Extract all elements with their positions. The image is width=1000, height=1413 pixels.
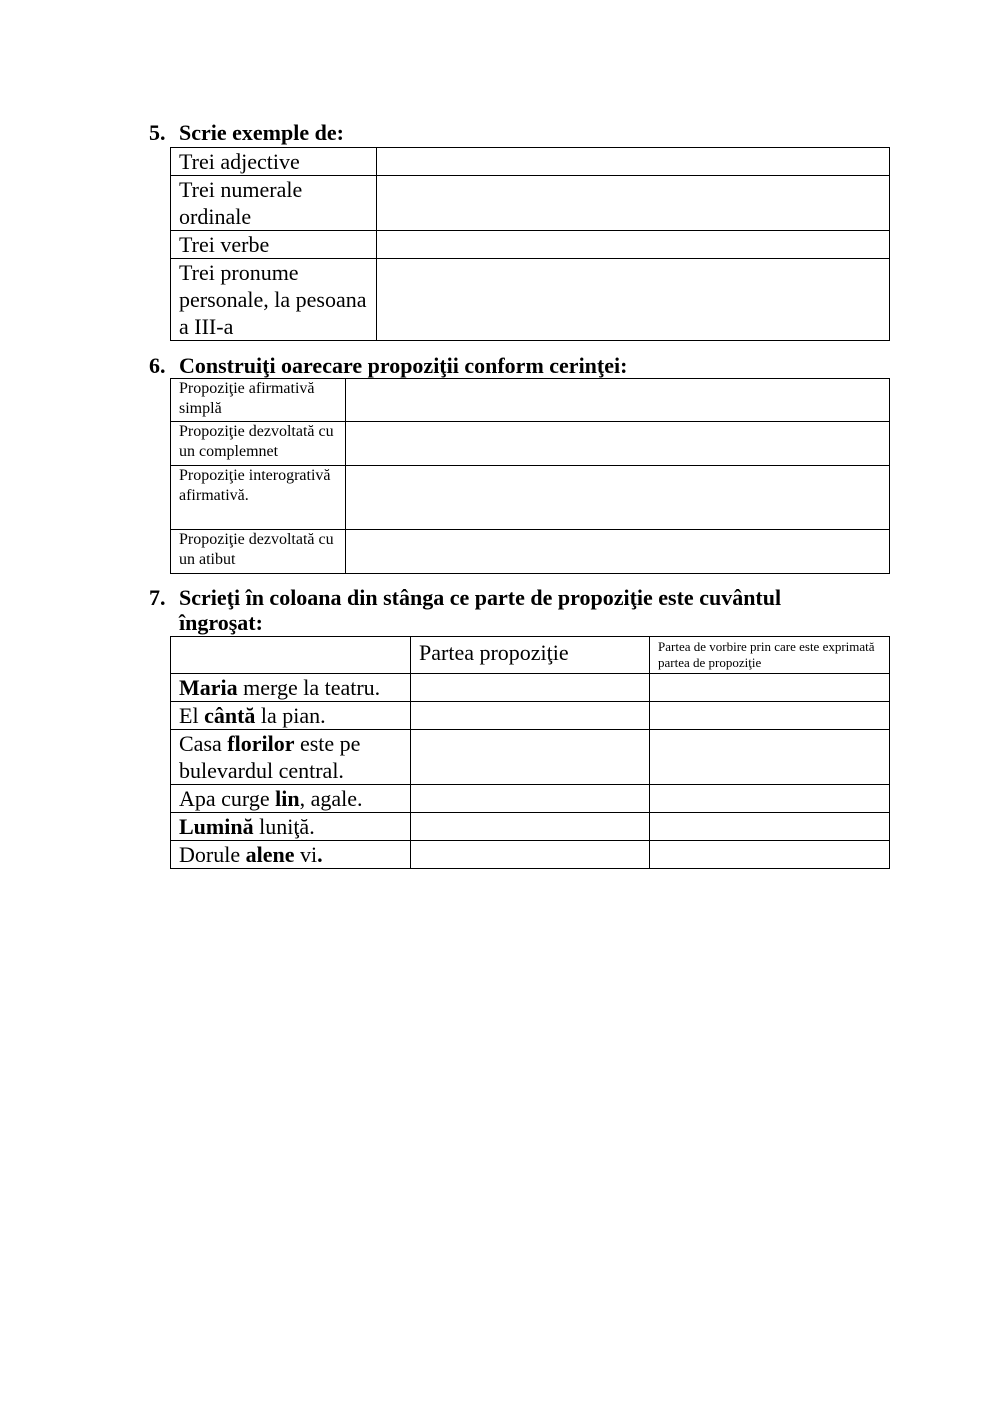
q5-answer-cell[interactable] [377, 148, 890, 176]
bold-word: Lumină [179, 814, 254, 839]
q7-number: 7. [149, 585, 166, 610]
q6-table [170, 378, 890, 574]
q7-title-line1: Scrieţi în coloana din stânga ce parte de propoziţie este cuvântul [179, 585, 782, 610]
bold-word: . [317, 842, 323, 867]
q7-sentence-cell [171, 674, 411, 702]
q5-heading [149, 121, 889, 147]
q7-header-empty [171, 637, 411, 674]
table-row [171, 231, 890, 259]
q7-sentence-cell [171, 702, 411, 730]
q6-title: Construiţi oarecare propoziţii conform cerinţei: [179, 353, 628, 378]
q7-answer-speech[interactable] [650, 730, 890, 785]
q6-answer-cell[interactable] [346, 422, 890, 466]
q7-answer-speech[interactable] [650, 785, 890, 813]
bold-word: alene [245, 842, 295, 867]
q7-title-line2: îngroşat: [179, 610, 263, 635]
table-row [171, 702, 890, 730]
table-row [171, 422, 890, 466]
table-row [171, 379, 890, 422]
table-row [171, 176, 890, 231]
sentence-text: Dorule [179, 842, 246, 867]
sentence-text: El [179, 703, 205, 728]
table-row [171, 674, 890, 702]
q5-answer-cell[interactable] [377, 231, 890, 259]
q5-answer-cell[interactable] [377, 176, 890, 231]
q6-heading [149, 354, 889, 380]
q5-number: 5. [149, 120, 166, 145]
table-row [171, 841, 890, 869]
q7-answer-speech[interactable] [650, 702, 890, 730]
q5-label-cell: Trei verbe [171, 231, 377, 259]
q6-answer-cell[interactable] [346, 379, 890, 422]
bold-word: cântă [204, 703, 256, 728]
q5-label-cell: Trei adjective [171, 148, 377, 176]
table-row [171, 466, 890, 530]
q5-answer-cell[interactable] [377, 259, 890, 341]
sentence-text: Casa [179, 731, 228, 756]
bold-word: florilor [227, 731, 295, 756]
q6-number: 6. [149, 353, 166, 378]
q6-label-cell: Propoziţie dezvoltată cu un atibut [171, 530, 346, 574]
sentence-text: vi [294, 842, 318, 867]
q7-table [170, 636, 890, 869]
q7-sentence-cell [171, 785, 411, 813]
bold-word: Maria [179, 675, 238, 700]
sentence-text: este pe bulevardul central. [179, 731, 361, 783]
q7-answer-speech[interactable] [650, 674, 890, 702]
sentence-text: Apa curge [179, 786, 276, 811]
q6-answer-cell[interactable] [346, 530, 890, 574]
q7-sentence-cell [171, 813, 411, 841]
table-row [171, 813, 890, 841]
bold-word: lin [275, 786, 300, 811]
sentence-text: merge la teatru. [237, 675, 381, 700]
table-row [171, 530, 890, 574]
q7-answer-part[interactable] [411, 730, 650, 785]
q6-label-cell: Propoziţie afirmativă simplă [171, 379, 346, 422]
table-row [171, 259, 890, 341]
q5-title: Scrie exemple de: [179, 120, 344, 145]
table-row [171, 785, 890, 813]
q7-heading [149, 586, 889, 636]
q6-label-cell: Propoziţie dezvoltată cu un complemnet [171, 422, 346, 466]
q6-label-cell: Propoziţie interogrativă afirmativă. [171, 466, 346, 530]
q7-answer-part[interactable] [411, 785, 650, 813]
q7-sentence-cell [171, 730, 411, 785]
q7-header-part: Partea propoziţie [411, 637, 650, 674]
q6-answer-cell[interactable] [346, 466, 890, 530]
sentence-text: luniţă. [253, 814, 315, 839]
q5-table [170, 147, 890, 341]
q7-header-speech-part: Partea de vorbire prin care este exprimată partea de propoziţie [650, 637, 890, 674]
q5-label-cell: Trei pronume personale, la pesoana a III-a [171, 259, 377, 341]
sentence-text: , agale. [299, 786, 363, 811]
q7-sentence-cell [171, 841, 411, 869]
q5-label-cell: Trei numerale ordinale [171, 176, 377, 231]
q7-answer-part[interactable] [411, 813, 650, 841]
table-row [171, 730, 890, 785]
q7-answer-speech[interactable] [650, 841, 890, 869]
q7-answer-part[interactable] [411, 841, 650, 869]
q7-answer-part[interactable] [411, 702, 650, 730]
table-header-row [171, 637, 890, 674]
q7-answer-speech[interactable] [650, 813, 890, 841]
q7-answer-part[interactable] [411, 674, 650, 702]
sentence-text: la pian. [255, 703, 326, 728]
table-row [171, 148, 890, 176]
